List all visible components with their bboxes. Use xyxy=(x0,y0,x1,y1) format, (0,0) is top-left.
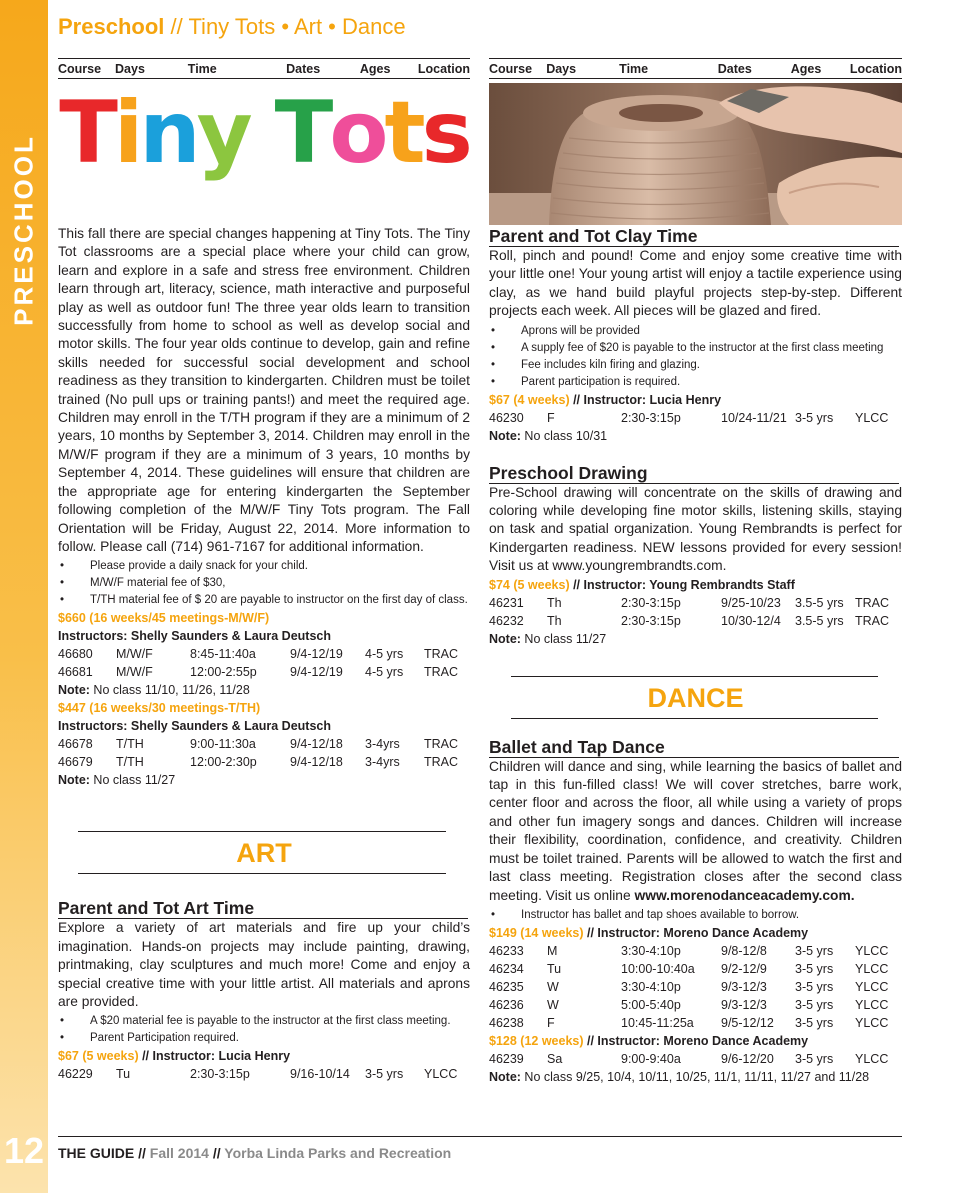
table-cell: M/W/F xyxy=(116,665,153,680)
list-item: • M/W/F material fee of $30, xyxy=(58,575,470,592)
clay-pottery-photo xyxy=(489,83,902,225)
table-row xyxy=(58,753,470,771)
table-row xyxy=(489,1014,902,1032)
table-cell: 10:00-10:40a xyxy=(621,961,695,976)
table-cell: 3-5 yrs xyxy=(795,979,834,994)
column-header: Ages xyxy=(790,62,822,76)
list-item: • Parent participation is required. xyxy=(489,374,902,391)
table-cell: 46681 xyxy=(58,665,93,680)
instructor: // Instructor: Lucia Henry xyxy=(138,1049,291,1064)
table-row xyxy=(489,942,902,960)
table-cell: YLCC xyxy=(855,979,889,994)
instructor: // Instructor: Moreno Dance Academy xyxy=(583,925,809,940)
page-title xyxy=(58,14,406,40)
table-cell: 3:30-4:10p xyxy=(621,979,681,994)
clay-course-title: Parent and Tot Clay Time xyxy=(489,226,899,247)
instructor: // Instructor: Young Rembrandts Staff xyxy=(569,577,795,592)
table-cell: 3-5 yrs xyxy=(795,1015,834,1030)
table-cell: 9/4-12/18 xyxy=(290,737,343,752)
table-cell: TRAC xyxy=(424,665,459,680)
table-cell: 46233 xyxy=(489,943,524,958)
note-label: Note: xyxy=(489,1069,521,1084)
fee-line xyxy=(58,1047,470,1065)
table-cell: 3:30-4:10p xyxy=(621,943,681,958)
column-header: Ages xyxy=(359,62,391,76)
table-row xyxy=(489,960,902,978)
note-line xyxy=(489,1068,902,1086)
fee-line: $447 (16 weeks/30 meetings-T/TH) xyxy=(58,701,261,716)
logo-letter: n xyxy=(139,83,197,183)
list-item: • A supply fee of $20 is payable to the instructor at the first class meeting xyxy=(489,340,902,357)
dance-url[interactable]: www.morenodanceacademy.com. xyxy=(634,887,855,903)
table-cell: 4-5 yrs xyxy=(365,647,404,662)
dance-section xyxy=(489,676,902,1086)
list-item: • Please provide a daily snack for your child. xyxy=(58,558,470,575)
table-cell: 3-5 yrs xyxy=(795,1051,834,1066)
art-course-title: Parent and Tot Art Time xyxy=(58,898,468,919)
page-title-sub: Tiny Tots • Art • Dance xyxy=(188,14,406,39)
column-header: Location xyxy=(417,62,470,76)
table-cell: 9/4-12/19 xyxy=(290,665,343,680)
table-cell: 4-5 yrs xyxy=(365,665,404,680)
table-cell: 12:00-2:55p xyxy=(190,665,257,680)
dance-course-title: Ballet and Tap Dance xyxy=(489,737,899,758)
table-cell: 9/3-12/3 xyxy=(721,979,767,994)
logo-letter: i xyxy=(113,83,140,183)
note-label: Note: xyxy=(489,428,521,443)
clay-description: Roll, pinch and pound! Come and enjoy some creative time with your little one! Your young artist will enjoy a tactile experience using clay, as we hand build playful projects step-by-step. Different projects each week. All pieces will be glazed and fired. xyxy=(489,248,902,319)
table-row xyxy=(489,1050,902,1068)
sidebar xyxy=(0,0,48,1193)
table-cell: 12:00-2:30p xyxy=(190,755,257,770)
art-description: Explore a variety of art materials and fire up your child’s imagination. Hands-on projects may include painting, drawing, printmaking, clay sculptures and much more! Come and enjoy a special creative time with your little artist. All materials and aprons are provided. xyxy=(58,920,470,1009)
note-text: No class 11/10, 11/26, 11/28 xyxy=(89,683,250,698)
note-label: Note: xyxy=(58,773,90,788)
list-item-continued xyxy=(58,592,470,609)
table-cell: 2:30-3:15p xyxy=(621,613,681,628)
column-header: Location xyxy=(849,62,902,76)
list-item: • Aprons will be provided xyxy=(489,323,902,340)
table-cell: YLCC xyxy=(855,997,889,1012)
table-cell: 2:30-3:15p xyxy=(190,1067,250,1082)
table-row xyxy=(489,978,902,996)
table-cell: TRAC xyxy=(855,613,890,628)
table-row xyxy=(489,594,902,612)
footer-guide: THE GUIDE // xyxy=(58,1145,150,1161)
table-cell: 3-5 yrs xyxy=(795,410,834,425)
list-item: • A $20 material fee is payable to the instructor at the first class meeting. xyxy=(58,1013,470,1030)
tiny-tots-group-1 xyxy=(58,609,470,699)
table-cell: T/TH xyxy=(116,755,144,770)
table-row xyxy=(58,735,470,753)
note-label: Note: xyxy=(58,683,90,698)
table-cell: 9/16-10/14 xyxy=(290,1067,350,1082)
page-number: 12 xyxy=(3,1130,45,1171)
table-cell: 46230 xyxy=(489,410,524,425)
column-header: Course xyxy=(489,62,533,76)
table-cell: 46238 xyxy=(489,1015,524,1030)
logo-letter: T xyxy=(59,83,114,183)
table-cell: TRAC xyxy=(855,595,890,610)
instructor: // Instructor: Moreno Dance Academy xyxy=(583,1033,809,1048)
table-cell: Th xyxy=(547,613,562,628)
tiny-tots-bullets xyxy=(58,558,470,609)
table-cell: F xyxy=(547,1015,555,1030)
note-text: No class 11/27 xyxy=(520,631,607,646)
table-cell: 9:00-11:30a xyxy=(190,737,256,752)
table-cell: 10/24-11/21 xyxy=(721,410,787,425)
drawing-course-title: Preschool Drawing xyxy=(489,463,899,484)
table-row xyxy=(58,645,470,663)
table-row xyxy=(58,1065,470,1083)
table-cell: 46234 xyxy=(489,961,524,976)
note-line xyxy=(489,630,902,648)
table-cell: 46679 xyxy=(58,755,93,770)
page-title-separator: // xyxy=(164,14,189,39)
table-cell: 3-4yrs xyxy=(365,755,400,770)
table-cell: 3-5 yrs xyxy=(795,943,834,958)
bullet-text: Fee includes kiln firing and glazing. xyxy=(521,358,700,371)
table-cell: 9/3-12/3 xyxy=(721,997,767,1012)
list-item-continued xyxy=(489,357,902,374)
sidebar-label: PRESCHOOL xyxy=(8,134,39,326)
fee-line xyxy=(489,391,902,409)
table-cell: W xyxy=(547,979,559,994)
table-cell: YLCC xyxy=(855,961,889,976)
list-item: • Parent Participation required. xyxy=(58,1030,470,1047)
table-cell: 8:45-11:40a xyxy=(190,647,256,662)
table-cell: TRAC xyxy=(424,647,459,662)
logo-letter: t xyxy=(384,83,422,183)
column-header: Days xyxy=(115,62,145,76)
instructor-line: Instructors: Shelly Saunders & Laura Deutsch xyxy=(58,719,331,734)
table-cell: Tu xyxy=(547,961,562,976)
logo-letter: y xyxy=(196,83,249,183)
column-header: Days xyxy=(546,62,577,76)
footer xyxy=(58,1136,902,1161)
fee-line xyxy=(489,576,902,594)
tiny-tots-description: This fall there are special changes happening at Tiny Tots. The Tiny Tot classrooms are a special place where your child can grow, learn and explore in a safe and stress free environment. Children learn through art, literacy, science, math interactive and purposeful play as well as outdoor fun! The three year olds learn to transition successfully from home to school as well as develop social and motor skills. The four year olds continue to develop, gain and refine skills needed for successful social development and school readiness as they transition to kindergarten. Children must be toilet trained (No pull ups or training pants!) and meet the required age. Children may enroll in the T/TH program if they are a minimum of 2 years, 10 months by September 3, 2014. Children may enroll in the M/W/F program if they are a minimum of 3 years, 10 months by September 4, 2014. These guidelines will ensure that children are the appropriate age for entering kindergarten the September following completion of the M/W/F Tiny Tots program. The Fall Orientation will be Friday, August 22, 2014. More information to follow. Please call (714) 961-7167 for additional information. xyxy=(58,226,470,554)
table-cell: M xyxy=(547,943,558,958)
table-cell: TRAC xyxy=(424,755,459,770)
note-line xyxy=(58,681,470,699)
table-cell: 46678 xyxy=(58,737,93,752)
table-cell: M/W/F xyxy=(116,647,153,662)
table-cell: TRAC xyxy=(424,737,459,752)
table-cell: 46680 xyxy=(58,647,93,662)
page-title-main: Preschool xyxy=(58,14,165,39)
divider xyxy=(78,873,446,874)
table-cell: Sa xyxy=(547,1051,563,1066)
column-header: Course xyxy=(58,62,102,76)
table-cell: 3.5-5 yrs xyxy=(795,613,844,628)
logo-letter: T xyxy=(274,83,330,183)
table-cell: YLCC xyxy=(855,1051,889,1066)
table-row xyxy=(489,612,902,630)
table-cell: Th xyxy=(547,595,562,610)
tiny-tots-group-2 xyxy=(58,699,470,789)
table-cell: 3-5 yrs xyxy=(365,1067,404,1082)
instructor: // Instructor: Lucia Henry xyxy=(569,392,722,407)
note-label: Note: xyxy=(489,631,521,646)
footer-season: Fall 2014 xyxy=(149,1145,209,1161)
table-cell: 46229 xyxy=(58,1067,93,1082)
table-cell: 3-5 yrs xyxy=(795,997,834,1012)
fee-line xyxy=(489,924,902,942)
fee-line: $660 (16 weeks/45 meetings-M/W/F) xyxy=(58,611,270,626)
table-cell: 3-5 yrs xyxy=(795,961,834,976)
dance-description xyxy=(489,758,902,905)
table-cell: 46235 xyxy=(489,979,524,994)
pottery-image xyxy=(489,83,902,225)
table-cell: F xyxy=(547,410,555,425)
fee: $67 (4 weeks) xyxy=(489,392,570,407)
column-header: Dates xyxy=(286,62,321,76)
column-header: Dates xyxy=(717,62,752,76)
table-row xyxy=(58,663,470,681)
art-bullets xyxy=(58,1013,470,1047)
column-header: Time xyxy=(619,62,649,76)
dance-bullets xyxy=(489,907,902,924)
table-cell: YLCC xyxy=(424,1067,458,1082)
note-text: No class 11/27 xyxy=(89,773,176,788)
table-cell: 46236 xyxy=(489,997,524,1012)
table-cell: Tu xyxy=(116,1067,131,1082)
table-cell: 9/5-12/12 xyxy=(721,1015,774,1030)
footer-org: Yorba Linda Parks and Recreation xyxy=(224,1145,452,1161)
art-heading: ART xyxy=(236,838,292,869)
footer-separator: // xyxy=(208,1145,225,1161)
table-cell: 3.5-5 yrs xyxy=(795,595,844,610)
table-cell: 2:30-3:15p xyxy=(621,410,681,425)
table-cell: 9:00-9:40a xyxy=(621,1051,681,1066)
list-item: • Instructor has ballet and tap shoes available to borrow. xyxy=(489,907,902,924)
instructor-line: Instructors: Shelly Saunders & Laura Deutsch xyxy=(58,629,331,644)
divider xyxy=(511,718,878,719)
table-cell: 46232 xyxy=(489,613,524,628)
table-cell: 9/4-12/18 xyxy=(290,755,343,770)
dance-description-text: Children will dance and sing, while learning the basics of ballet and tap in this fun-filled class! We will cover stretches, barre work, center floor and across the floor, all while using a variety of props and other fun imagery songs and dances. Children will increase their flexibility, coordination, confidence, and creativity. Children must be toilet trained. Parents will be allowed to watch the first and last class meeting. Registration closes after the second class meeting. Visit us online xyxy=(489,758,902,903)
clay-bullets xyxy=(489,323,902,391)
table-cell: 46239 xyxy=(489,1051,524,1066)
table-cell: 9/2-12/9 xyxy=(721,961,767,976)
table-row xyxy=(489,996,902,1014)
table-cell: 2:30-3:15p xyxy=(621,595,681,610)
table-cell: W xyxy=(547,997,559,1012)
fee: $128 (12 weeks) xyxy=(489,1033,584,1048)
table-cell: 10:45-11:25a xyxy=(621,1015,694,1030)
note-text: No class 10/31 xyxy=(520,428,608,443)
column-header-row xyxy=(58,58,470,79)
table-cell: 5:00-5:40p xyxy=(621,997,681,1012)
fee: $74 (5 weeks) xyxy=(489,577,570,592)
dance-heading: DANCE xyxy=(647,682,744,713)
logo-letter: s xyxy=(421,83,469,183)
table-cell: 9/4-12/19 xyxy=(290,647,343,662)
table-row xyxy=(489,409,902,427)
fee: $67 (5 weeks) xyxy=(58,1049,139,1064)
left-column xyxy=(58,58,470,1083)
bullet-text: T/TH material fee of $ 20 are payable to instructor on the first day of class. xyxy=(90,594,468,607)
fee: $149 (14 weeks) xyxy=(489,925,584,940)
table-cell: 46231 xyxy=(489,595,524,610)
note-line xyxy=(489,427,902,445)
note-text: No class 9/25, 10/4, 10/11, 10/25, 11/1, 11/11, 11/27 and 11/28 xyxy=(520,1069,870,1084)
table-cell: 10/30-12/4 xyxy=(721,613,781,628)
table-cell: 9/8-12/8 xyxy=(721,943,767,958)
table-cell: YLCC xyxy=(855,1015,889,1030)
column-header: Time xyxy=(187,62,217,76)
table-cell: 9/25-10/23 xyxy=(721,595,781,610)
table-cell: T/TH xyxy=(116,737,144,752)
right-column xyxy=(489,58,902,1086)
logo-letter: o xyxy=(329,83,385,183)
table-cell: 9/6-12/20 xyxy=(721,1051,774,1066)
art-section xyxy=(58,831,470,1083)
table-cell: 3-4yrs xyxy=(365,737,400,752)
note-line xyxy=(58,771,470,789)
table-cell: YLCC xyxy=(855,410,889,425)
tiny-tots-logo xyxy=(58,85,470,181)
table-cell: YLCC xyxy=(855,943,889,958)
fee-line xyxy=(489,1032,902,1050)
drawing-description: Pre-School drawing will concentrate on the skills of drawing and coloring while developing fine motor skills, listening skills, staying on task and spatial organization. Young Rembrandts is perfect for Kindergarten readiness. NEW lessons provided for every session! Visit us at www.youngrembrandts.com. xyxy=(489,484,902,574)
column-header-row xyxy=(489,58,902,79)
